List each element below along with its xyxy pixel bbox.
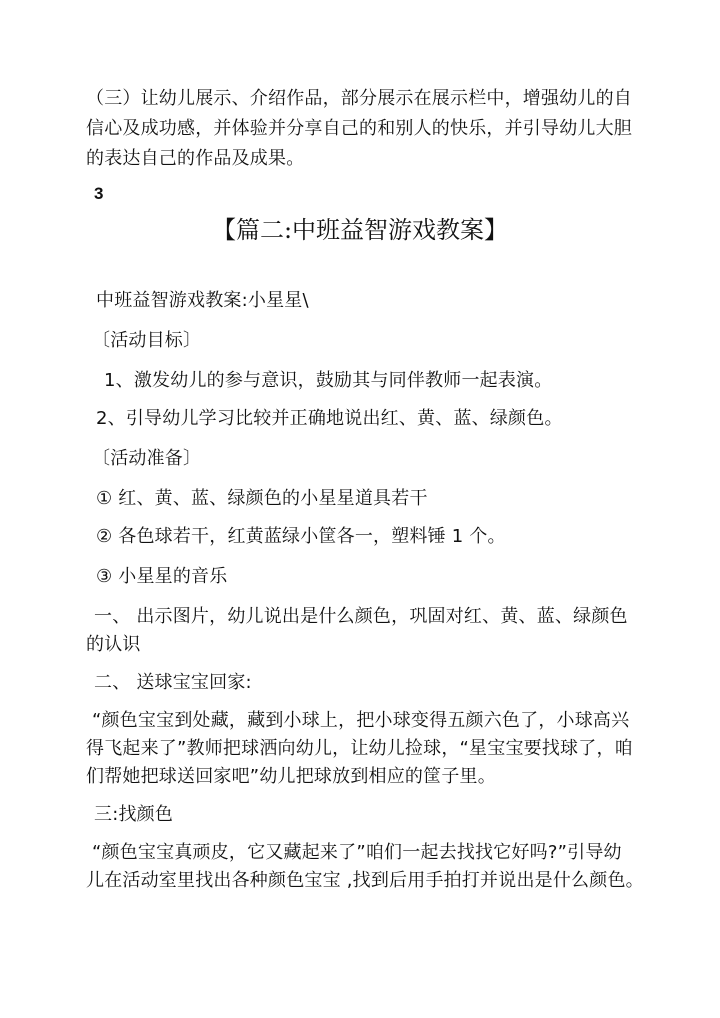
step-text-line: 得飞起来了”教师把球洒向幼儿，让幼儿捡球，“星宝宝要找球了，咱: [86, 738, 633, 759]
goals-header: 〔活动目标〕: [92, 330, 202, 351]
step-heading: 二、 送球宝宝回家:: [94, 672, 252, 693]
paragraph-line: 的表达自己的作品及成果。: [86, 148, 305, 169]
prep-item: ③ 小星星的音乐: [96, 566, 228, 587]
step-heading: 三:找颜色: [94, 804, 174, 825]
prep-item: ① 红、黄、蓝、绿颜色的小星星道具若干: [96, 488, 428, 509]
prep-header: 〔活动准备〕: [92, 448, 202, 469]
step-text-line: 们帮她把球送回家吧”幼儿把球放到相应的筐子里。: [86, 766, 496, 787]
paragraph-line: （三）让幼儿展示、介绍作品，部分展示在展示栏中，增强幼儿的自: [86, 88, 632, 109]
goal-item: 2、引导幼儿学习比较并正确地说出红、黄、蓝、绿颜色。: [96, 408, 563, 429]
lesson-title: 中班益智游戏教案:小星星\: [96, 290, 309, 311]
goal-item: 1、激发幼儿的参与意识，鼓励其与同伴教师一起表演。: [104, 370, 553, 391]
section-heading: 【篇二:中班益智游戏教案】: [211, 216, 509, 244]
page-number: 3: [94, 184, 104, 203]
step-line: 的认识: [86, 634, 141, 655]
paragraph-line: 信心及成功感，并体验并分享自己的和别人的快乐，并引导幼儿大胆: [86, 118, 632, 139]
step-text-line: 儿在活动室里找出各种颜色宝宝 ,找到后用手拍打并说出是什么颜色。: [86, 870, 644, 891]
prep-item: ② 各色球若干，红黄蓝绿小筐各一，塑料锤 1 个。: [96, 526, 506, 547]
step-line: 一、 出示图片，幼儿说出是什么颜色，巩固对红、黄、蓝、绿颜色: [94, 606, 628, 627]
step-text-line: “颜色宝宝真顽皮，它又藏起来了”咱们一起去找找它好吗?”引导幼: [92, 842, 622, 863]
step-text-line: “颜色宝宝到处藏，藏到小球上，把小球变得五颜六色了，小球高兴: [92, 710, 630, 731]
